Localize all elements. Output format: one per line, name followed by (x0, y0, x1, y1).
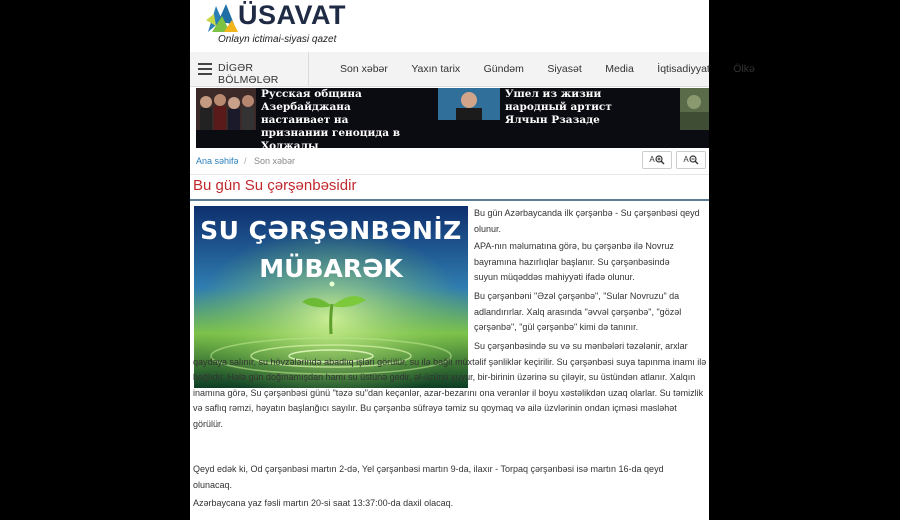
zoom-out-icon (689, 155, 699, 165)
image-caption-line1: SU ÇƏRŞƏNBƏNİZ (200, 216, 462, 245)
ticker-thumbnail-crowd[interactable] (196, 88, 256, 130)
font-decrease-label: A (683, 155, 689, 164)
nav-link-yaxin-tarix[interactable]: Yaxın tarix (411, 63, 461, 75)
image-caption-line2: MÜBARƏK (259, 254, 403, 283)
article-title: Bu gün Su çərşənbəsidir (193, 177, 357, 194)
nav-link-siyaset[interactable]: Siyasət (547, 63, 582, 75)
breadcrumb-separator: / (244, 156, 247, 166)
nav-links (340, 52, 774, 86)
logo-text[interactable]: ÜSAVAT (238, 0, 346, 30)
font-increase-label: A (649, 155, 655, 164)
breadcrumb-home-link[interactable]: Ana səhifə (196, 156, 239, 166)
site-header (190, 0, 709, 53)
article-paragraph: Su çərşənbəsində su və su mənbələri təzələnir, arxlar qaydaya salınır, su hövzələrində abadlıq işləri görülür, su ilə bağlı müxtəlif şənliklər keçirilir. Su çərşənbəsi suya tapınma inamı ilə bağlıdır. Hələ gün doğmamışdan hamı su üstünə gedir, əl-üzünü yuyur, bir-birinin üzərinə su çiləyir, su üstündən atlanır. Xalqın inamına görə, Su çərşənbəsi günü "təzə su"dan keçənlər, azar-bezarını ona verənlər il boyu xəstəlikdən uzaq olarlar. Su təmizlik və saflıq rəmzi, həyatın başlanğıcı sayılır. Bu çərşənbə süfrəyə təmiz su qoymaq və ailə üzvlərinin ondan içməsi məsləhət görülür. (193, 341, 707, 429)
nav-link-olke[interactable]: Ölkə (733, 63, 755, 75)
article-paragraph: Azərbaycana yaz fəsli martın 20-si saat 13:37:00-da daxil olacaq. (193, 498, 454, 508)
nav-link-son-xeber[interactable]: Son xəbər (340, 63, 388, 75)
article-paragraph: Bu gün Azərbaycanda ilk çərşənbə - Su çərşənbəsi qeyd olunur. (474, 208, 700, 234)
article-paragraph: Bu çərşənbəni "Əzəl çərşənbə", "Sular Novruzu" da adlandırırlar. Xalq arasında "əvvəl çərşənbə", "gözəl çərşənbə", "gül çərşənbə" kimi də tanınır. (474, 291, 682, 333)
hamburger-icon (198, 63, 212, 74)
font-decrease-button[interactable] (676, 151, 706, 169)
ticker-item-1[interactable]: Русская община Азербайджана настаивает на признании геноцида в Ходжалы (261, 88, 401, 152)
menu-label: DİGƏR BÖLMƏLƏR (218, 62, 279, 86)
font-increase-button[interactable] (642, 151, 672, 169)
ticker-thumbnail-portrait[interactable] (438, 88, 500, 130)
breadcrumb-current: Son xəbər (254, 156, 296, 166)
nav-link-gundem[interactable]: Gündəm (483, 63, 524, 75)
article-paragraph: Qeyd edək ki, Od çərşənbəsi martın 2-də, Yel çərşənbəsi martın 9-da, ilaxır - Torpaq çərşənbəsi isə martın 16-da qeyd olunacaq. (193, 464, 664, 490)
nav-link-iqtisadiyyat[interactable]: İqtisadiyyat (657, 63, 710, 75)
main-nav (190, 52, 755, 87)
nav-link-media[interactable]: Media (605, 63, 634, 75)
other-sections-menu-button[interactable] (190, 52, 309, 86)
title-divider (190, 199, 709, 201)
zoom-in-icon (655, 155, 665, 165)
ticker-item-2[interactable]: Ушел из жизни народный артист Ялчын Рзазаде (505, 88, 612, 126)
logo-icon[interactable] (204, 2, 240, 36)
article-paragraph: APA-nın məlumatına görə, bu çərşənbə ilə Novruz bayramına hazırlıqlar başlanır. Su çərşənbəsində suyun müqəddəs mahiyyəti ifadə olunur. (474, 241, 674, 283)
logo-tagline: Onlayn ictimai-siyasi qazet (218, 34, 337, 45)
ticker-thumbnail-landscape[interactable] (680, 88, 709, 130)
page (190, 0, 755, 520)
breadcrumb (190, 148, 709, 175)
news-ticker (196, 88, 709, 152)
